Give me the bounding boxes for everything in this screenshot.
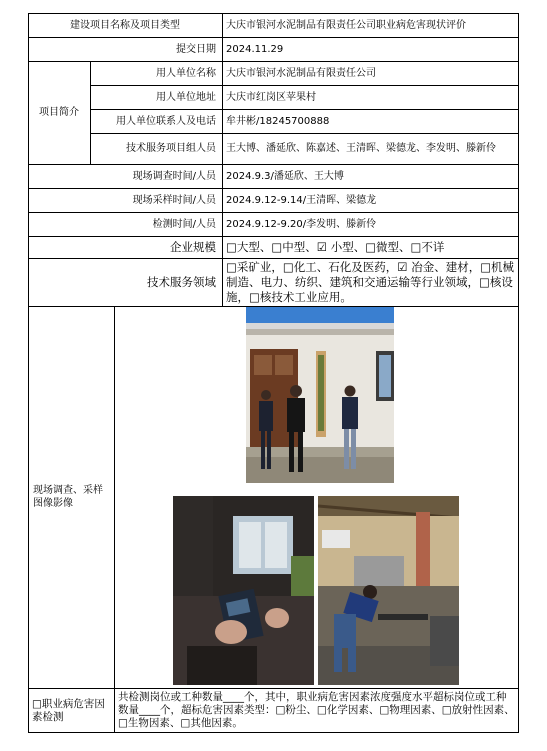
employer-address-value: 大庆市红岗区苹果村 — [226, 91, 316, 103]
submit-date-label: 提交日期 — [176, 43, 216, 55]
employer-name-value: 大庆市银河水泥制品有限责任公司 — [226, 67, 376, 79]
team-label: 技术服务项目组人员 — [126, 143, 216, 154]
detection-value: 共检测岗位或工种数量____个，其中，职业病危害因素浓度强度水平超标岗位或工种数量____个，超标危害因素类型：□粉尘、□化学因素、□物理因素、□放射性因素、□生物因素、□其他因素。 — [118, 691, 515, 729]
workshop-photo — [318, 496, 459, 685]
intro-label: 项目简介 — [39, 107, 79, 118]
scale-value: □大型、□中型、☑ 小型、□微型、□不详 — [226, 239, 445, 254]
testing-label: 检测时间/人员 — [152, 218, 216, 230]
images-label: 现场调查、采样图像影像 — [33, 485, 103, 509]
device-photo-image — [173, 496, 314, 685]
survey-label: 现场调查时间/人员 — [132, 170, 216, 182]
submit-date-value: 2024.11.29 — [226, 43, 284, 55]
device-photo — [173, 496, 314, 685]
contact-value: 牟井彬/18245700888 — [226, 115, 330, 127]
detection-label: □职业病危害因素检测 — [32, 697, 105, 723]
employer-address-label: 用人单位地址 — [156, 91, 216, 103]
group-photo — [246, 307, 394, 483]
sampling-value: 2024.9.12-9.14/王清晖、梁德龙 — [226, 194, 377, 206]
group-photo-image — [246, 307, 394, 483]
testing-value: 2024.9.12-9.20/李发明、滕新伶 — [226, 218, 377, 230]
sampling-label: 现场采样时间/人员 — [132, 194, 216, 206]
workshop-photo-image — [318, 496, 459, 685]
contact-label: 用人单位联系人及电话 — [116, 115, 216, 127]
field-value: □采矿业，□化工、石化及医药，☑ 冶金、建材，□机械制造、电力、纺织、建筑和交通运输等行业领域，□核设施，□核技术工业应用。 — [226, 259, 515, 304]
project-name-value: 大庆市银河水泥制品有限责任公司职业病危害现状评价 — [226, 19, 466, 31]
employer-name-label: 用人单位名称 — [156, 67, 216, 79]
survey-value: 2024.9.3/潘延欣、王大博 — [226, 170, 344, 182]
scale-label: 企业规模 — [170, 239, 216, 254]
project-name-label: 建设项目名称及项目类型 — [70, 19, 180, 31]
field-label: 技术服务领域 — [147, 274, 216, 289]
team-value: 王大博、潘延欣、陈嘉述、王清晖、梁德龙、李发明、滕新伶 — [226, 143, 496, 154]
